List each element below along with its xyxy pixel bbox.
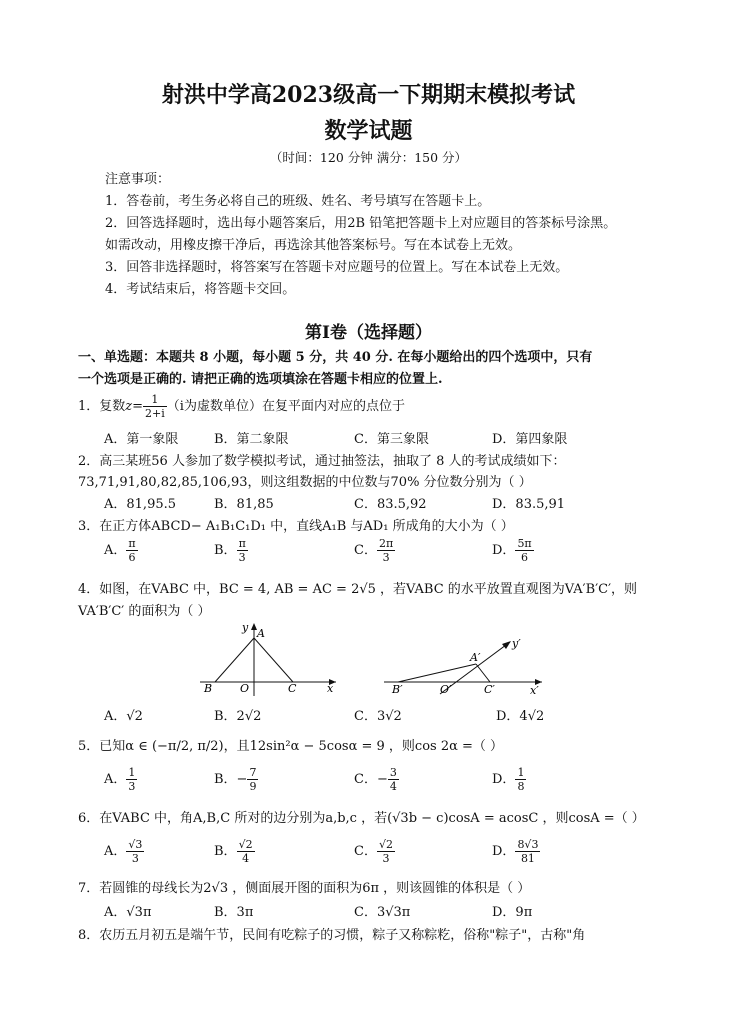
fraction-den: 4 xyxy=(242,852,250,865)
option-fraction xyxy=(247,766,258,793)
q5-option-d[interactable] xyxy=(492,766,526,793)
fraction-num: π xyxy=(238,537,246,550)
q5-option-c[interactable] xyxy=(354,766,399,793)
fraction-num: 1 xyxy=(517,766,525,779)
option-fraction xyxy=(126,537,137,564)
q3-option-b[interactable] xyxy=(214,537,248,564)
option-label: A． xyxy=(104,772,127,787)
label-c-prime: C′ xyxy=(484,683,495,696)
q7-option-a[interactable]: A．√3π xyxy=(104,905,152,920)
note-item: 2．回答选择题时，选出每小题答案后，用2B 铅笔把答题卡上对应题目的答茶标号涂黑。 xyxy=(105,216,617,231)
fraction-num: 8√3 xyxy=(517,838,539,851)
edge-ac xyxy=(254,638,293,682)
label-x-prime: x′ xyxy=(530,684,539,697)
q1-prefix: 1．复数 xyxy=(78,399,126,414)
q5-option-a[interactable] xyxy=(104,766,137,793)
fraction-num: 2π xyxy=(378,537,394,550)
fraction-den: 81 xyxy=(520,852,535,865)
fraction-den: 4 xyxy=(389,780,397,793)
option-fraction xyxy=(515,537,533,564)
section-intro: 一、单选题：本题共 8 小题，每小题 5 分，共 40 分. 在每小题给出的四个选项中，只有 xyxy=(78,350,593,365)
option-fraction xyxy=(377,838,395,865)
q1-option-a[interactable]: A．第一象限 xyxy=(104,432,179,447)
option-fraction xyxy=(515,766,526,793)
option-label: D． xyxy=(492,844,516,859)
option-label: A． xyxy=(104,543,127,558)
q1-den: 2+i xyxy=(145,407,165,420)
label-y: y xyxy=(242,621,249,634)
label-o-prime: O′ xyxy=(440,683,452,696)
q1-option-b[interactable]: B．第二象限 xyxy=(214,432,289,447)
q6-option-c[interactable] xyxy=(354,838,395,865)
fraction-den: 6 xyxy=(521,551,529,564)
label-b: B xyxy=(204,682,213,695)
option-label: D． xyxy=(492,543,516,558)
note-item: 1．答卷前，考生务必将自己的班级、姓名、考号填写在答题卡上。 xyxy=(105,194,491,209)
option-label: A． xyxy=(104,844,127,859)
q7-option-c[interactable]: C．3√3π xyxy=(354,905,411,920)
fraction-num: 7 xyxy=(249,766,257,779)
label-o: O xyxy=(240,682,250,695)
label-c: C xyxy=(288,682,297,695)
q2-option-a[interactable]: A．81,95.5 xyxy=(104,497,177,512)
label-b-prime: B′ xyxy=(392,683,403,696)
q4-option-d[interactable]: D．4√2 xyxy=(496,709,545,724)
q6-option-b[interactable] xyxy=(214,838,255,865)
fraction-den: 6 xyxy=(128,551,136,564)
q4-option-b[interactable]: B．2√2 xyxy=(214,709,262,724)
note-item: 4．考试结束后，将答题卡交回。 xyxy=(105,282,296,297)
fraction-den: 3 xyxy=(382,852,390,865)
q4-figure-original xyxy=(190,620,340,700)
q2-option-d[interactable]: D．83.5,91 xyxy=(492,497,566,512)
label-y-prime: y′ xyxy=(512,637,521,650)
fraction-den: 3 xyxy=(131,852,139,865)
option-label: B．− xyxy=(214,772,248,787)
section-intro: 一个选项是正确的. 请把正确的选项填涂在答题卡相应的位置上. xyxy=(78,372,443,387)
option-label: B． xyxy=(214,543,237,558)
fraction-den: 8 xyxy=(517,780,525,793)
question-2: 2．高三某班56 人参加了数学模拟考试，通过抽签法，抽取了 8 人的考试成绩如下： xyxy=(78,454,566,469)
note-item: 如需改动，用橡皮擦干净后，再选涂其他答案标号。写在本试卷上无效。 xyxy=(105,238,522,253)
q1-fraction xyxy=(143,393,167,420)
fraction-num: √3 xyxy=(128,838,143,851)
fraction-den: 9 xyxy=(249,780,257,793)
option-fraction xyxy=(126,838,144,865)
q4-option-c[interactable]: C．3√2 xyxy=(354,709,402,724)
q3-option-d[interactable] xyxy=(492,537,534,564)
q1-option-d[interactable]: D．第四象限 xyxy=(492,432,568,447)
q1-var: z xyxy=(125,399,133,414)
label-x: x xyxy=(327,682,334,695)
q7-option-b[interactable]: B．3π xyxy=(214,905,254,920)
label-a: A xyxy=(257,627,265,640)
q1-option-c[interactable]: C．第三象限 xyxy=(354,432,429,447)
q2-option-c[interactable]: C．83.5,92 xyxy=(354,497,427,512)
notes-heading: 注意事项： xyxy=(105,172,171,187)
fraction-num: π xyxy=(128,537,136,550)
option-label: B． xyxy=(214,844,237,859)
question-5: 5．已知α ∈ (−π/2, π/2)，且12sin²α − 5cosα = 9 ，则cos 2α =（ ） xyxy=(78,739,504,754)
fraction-num: 3 xyxy=(389,766,397,779)
option-fraction xyxy=(126,766,137,793)
y-axis-prime-arrow xyxy=(502,641,511,649)
q6-option-d[interactable] xyxy=(492,838,540,865)
question-4: 4．如图，在VABC 中，BC = 4, AB = AC = 2√5 ，若VABC 的水平放置直观图为VA′B′C′，则 xyxy=(78,582,638,597)
note-item: 3．回答非选择题时，将答案写在答题卡对应题号的位置上。写在本试卷上无效。 xyxy=(105,260,569,275)
question-7: 7．若圆锥的母线长为2√3 ，侧面展开图的面积为6π ，则该圆锥的体积是（ ） xyxy=(78,881,531,896)
section-title: 第Ⅰ卷（选择题） xyxy=(305,323,432,343)
option-label: C．− xyxy=(354,772,388,787)
fraction-num: √2 xyxy=(378,838,393,851)
exam-subject: 数学试题 xyxy=(324,118,413,144)
exam-title: 射洪中学高2023级高一下期期末模拟考试 xyxy=(161,82,576,108)
question-2-line2: 73,71,91,80,82,85,106,93，则这组数据的中位数与70% 分位数分别为（ ） xyxy=(78,475,532,490)
option-fraction xyxy=(237,537,248,564)
option-fraction xyxy=(237,838,255,865)
exam-meta: （时间：120 分钟 满分：150 分） xyxy=(269,150,468,165)
option-label: C． xyxy=(354,844,377,859)
q7-option-d[interactable]: D．9π xyxy=(492,905,533,920)
option-fraction xyxy=(515,838,540,865)
q3-option-c[interactable] xyxy=(354,537,395,564)
edge-a-c-prime xyxy=(476,664,490,682)
q6-option-a[interactable] xyxy=(104,838,144,865)
edge-ab xyxy=(215,638,254,682)
q5-option-b[interactable] xyxy=(214,766,258,793)
question-1: 1．复数z= $\frac{1}{2+i}$ （i为虚数单位）在复平面内对应的点位于 xyxy=(78,393,405,420)
question-4-line2: VA′B′C′ 的面积为（ ） xyxy=(78,604,211,619)
option-label: D． xyxy=(492,772,516,787)
q4-figure-intuitive xyxy=(378,636,548,700)
option-label: C． xyxy=(354,543,377,558)
option-fraction xyxy=(377,537,395,564)
option-fraction xyxy=(388,766,399,793)
q1-num: 1 xyxy=(143,393,167,407)
q1-suffix: （i为虚数单位）在复平面内对应的点位于 xyxy=(166,399,405,414)
label-a-prime: A′ xyxy=(470,651,481,664)
fraction-den: 3 xyxy=(238,551,246,564)
question-8: 8．农历五月初五是端午节，民间有吃粽子的习惯，粽子又称粽籺，俗称"粽子"，古称"角 xyxy=(78,928,586,943)
fraction-den: 3 xyxy=(128,780,136,793)
question-6: 6．在VABC 中，角A,B,C 所对的边分别为a,b,c ，若(√3b − c)cosA = acosC ，则cosA =（ ） xyxy=(78,811,645,826)
q2-option-b[interactable]: B．81,85 xyxy=(214,497,274,512)
question-3: 3．在正方体ABCD− A₁B₁C₁D₁ 中，直线A₁B 与AD₁ 所成角的大小为（ ） xyxy=(78,519,514,534)
q4-option-a[interactable]: A．√2 xyxy=(104,709,143,724)
fraction-num: √2 xyxy=(238,838,253,851)
fraction-den: 3 xyxy=(382,551,390,564)
edge-a-b-prime xyxy=(398,664,476,682)
fraction-num: 1 xyxy=(128,766,136,779)
fraction-num: 5π xyxy=(517,537,532,550)
q3-option-a[interactable] xyxy=(104,537,138,564)
